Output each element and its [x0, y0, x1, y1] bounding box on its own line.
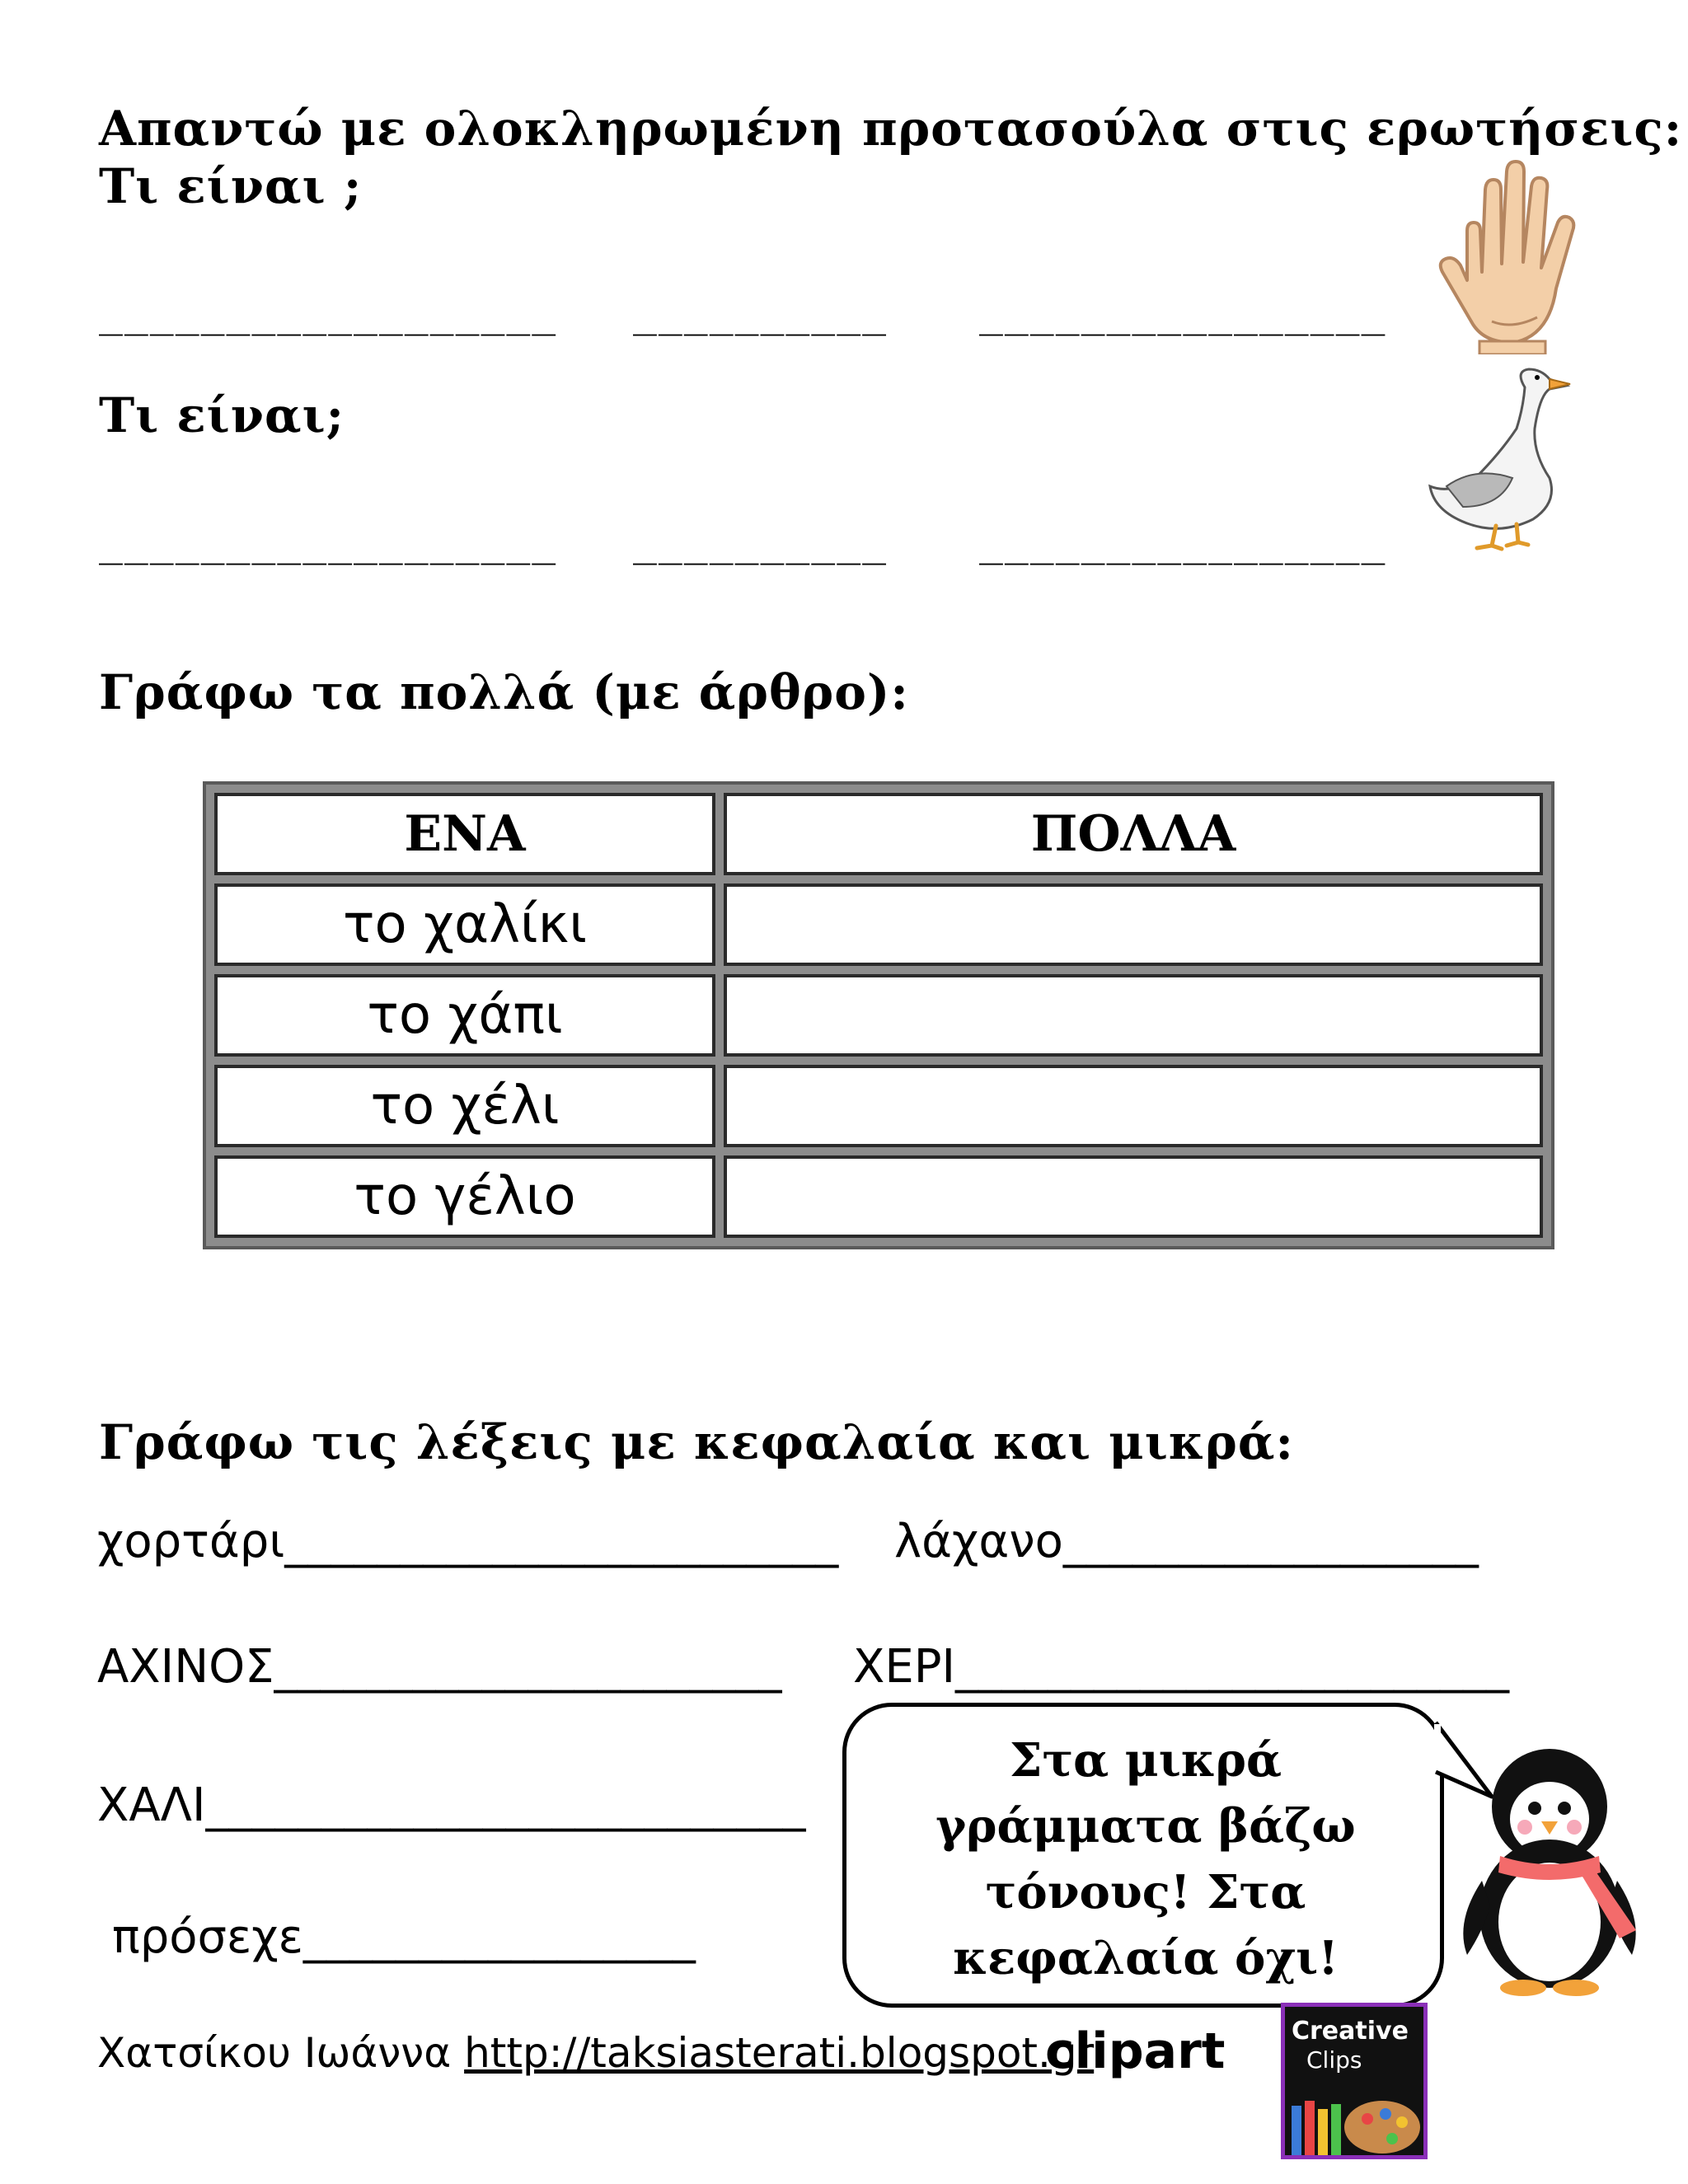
paint-palette-icon [1285, 2081, 1425, 2157]
table-row [214, 974, 1543, 1057]
creative-clips-logo[interactable] [1281, 2003, 1428, 2159]
answer-line-2c[interactable]: ________________ [979, 519, 1387, 565]
write-line[interactable]: __________________ [1062, 1515, 1479, 1568]
plural-answer-cell[interactable] [724, 883, 1543, 966]
write-line[interactable]: ________________________ [955, 1640, 1510, 1694]
write-line[interactable]: ________________________ [284, 1515, 839, 1568]
word-achinos [97, 1640, 782, 1694]
singular-cell: το χέλι [214, 1065, 715, 1147]
word-label: λάχανο [894, 1515, 1063, 1568]
plural-answer-cell[interactable] [724, 1155, 1543, 1238]
question-1: Τι είναι ; [99, 158, 363, 214]
section2-title: Γράφω τα πολλά (με άρθρο): [99, 664, 909, 720]
footer-credit [97, 2029, 1094, 2077]
answer-line-1c[interactable]: ________________ [979, 290, 1387, 336]
singular-cell: το γέλιο [214, 1155, 715, 1238]
answer-line-1b[interactable]: __________ [633, 290, 888, 336]
write-line[interactable]: __________________________ [205, 1779, 806, 1832]
section1-title: Απαντώ με ολοκληρωμένη προτασούλα στις ερωτήσεις: [99, 101, 1683, 157]
plural-table [203, 781, 1554, 1249]
word-label: πρόσεχε [112, 1910, 303, 1964]
word-chali [97, 1779, 806, 1832]
logo-text-creative: Creative [1292, 2017, 1409, 2046]
write-line[interactable]: _________________ [302, 1910, 696, 1964]
word-cheri [853, 1640, 1509, 1694]
table-row [214, 1155, 1543, 1238]
word-label: χορτάρι [97, 1515, 285, 1568]
header-one: ΕΝΑ [214, 793, 715, 875]
singular-cell: το χαλίκι [214, 883, 715, 966]
write-line[interactable]: ______________________ [274, 1640, 782, 1694]
question-2: Τι είναι; [99, 387, 345, 443]
blog-link[interactable]: http://taksiasterati.blogspot.gr [464, 2029, 1095, 2077]
table-header-row [214, 793, 1543, 875]
plural-answer-cell[interactable] [724, 1065, 1543, 1147]
header-many: ΠΟΛΛΑ [724, 793, 1543, 875]
answer-line-2b[interactable]: __________ [633, 519, 888, 565]
word-label: ΧΑΛΙ [97, 1779, 206, 1832]
clipart-label: clipart [1045, 2022, 1226, 2080]
word-chortari [97, 1515, 838, 1568]
word-prosexe [112, 1910, 696, 1964]
table-row [214, 883, 1543, 966]
plural-answer-cell[interactable] [724, 974, 1543, 1057]
logo-text-clips: Clips [1306, 2046, 1362, 2074]
section3-title: Γράφω τις λέξεις με κεφαλαία και μικρά: [99, 1414, 1294, 1470]
answer-line-1a[interactable]: __________________ [99, 290, 558, 336]
word-label: ΧΕΡΙ [853, 1640, 956, 1694]
table-row [214, 1065, 1543, 1147]
word-lachano [894, 1515, 1479, 1568]
singular-cell: το χάπι [214, 974, 715, 1057]
bubble-text: Στα μικρά γράμματα βάζω τόνους! Στα κεφαλαία όχι! [935, 1733, 1356, 1985]
author-name: Χατσίκου Ιωάννα [97, 2029, 452, 2077]
answer-line-2a[interactable]: __________________ [99, 519, 558, 565]
hand-icon [1434, 157, 1591, 354]
word-label: ΑΧΙΝΟΣ [97, 1640, 274, 1694]
goose-icon [1426, 363, 1574, 552]
penguin-icon [1451, 1741, 1648, 1996]
